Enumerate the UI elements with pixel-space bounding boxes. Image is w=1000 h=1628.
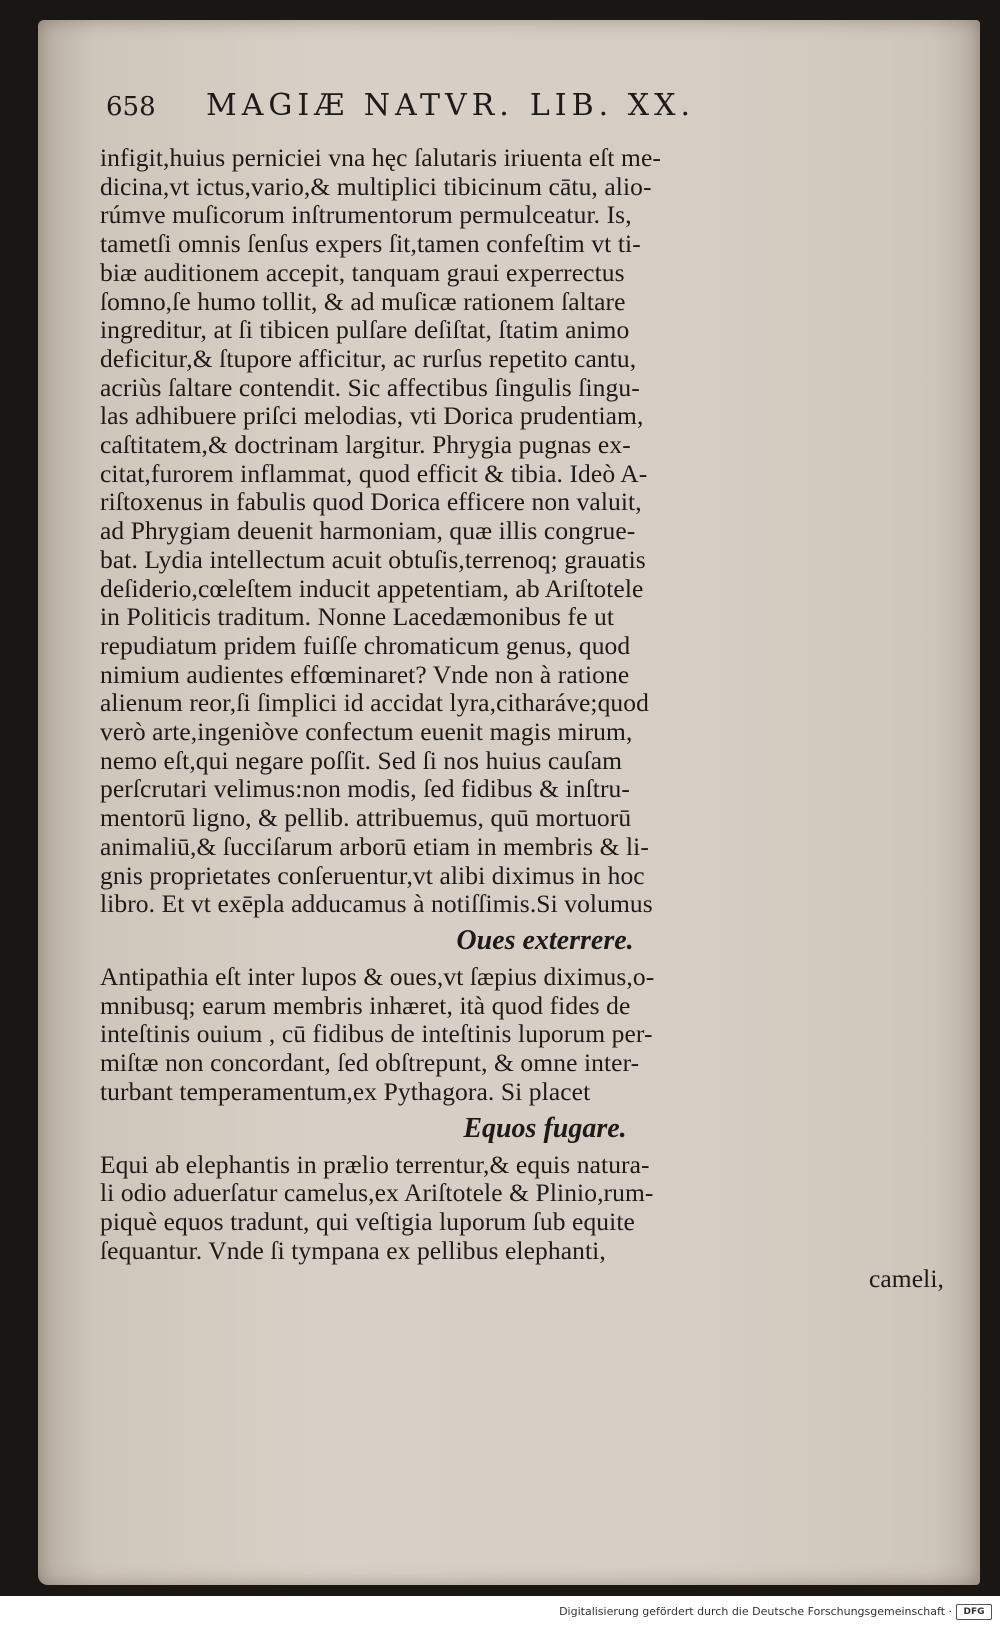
section-text-equos: [100, 1151, 950, 1295]
page-content: [100, 88, 950, 1294]
funding-credit: Digitalisierung gefördert durch die Deutsche Forschungsgemeinschaft ·: [559, 1605, 952, 1618]
text-line: ad Phrygiam deuenit harmoniam, quæ illis congrue-: [100, 516, 636, 546]
text-line: piquè equos tradunt, qui veſtigia luporum ſub equite: [100, 1206, 635, 1236]
text-line: caſtitatem,& doctrinam largitur. Phrygia pugnas ex-: [100, 430, 631, 460]
main-text: [100, 144, 950, 919]
text-line: dicina,vt ictus,vario,& multiplici tibicinum cātu, alio-: [100, 171, 652, 201]
text-line: las adhibuere priſci melodias, vti Dorica prudentiam,: [100, 401, 644, 431]
running-title: [206, 88, 695, 123]
text-line: deficitur,& ſtupore afficitur, ac rurſus repetito cantu,: [100, 343, 637, 373]
text-line: ingreditur, at ſi tibicen pulſare deſiſtat, ſtatim animo: [100, 315, 630, 345]
text-line: bat. Lydia intellectum acuit obtuſis,terrenoq; grauatis: [100, 544, 646, 574]
text-line: Antipathia eſt inter lupos & oues,vt ſæpius diximus,o-: [100, 961, 655, 991]
section-heading-oues: Oues exterrere.: [456, 924, 634, 956]
section-heading-equos: Equos fugare.: [463, 1112, 627, 1144]
text-line: verò arte,ingeniòve confectum euenit magis mirum,: [100, 717, 633, 747]
text-line: Equi ab elephantis in prælio terrentur,& equis natura-: [100, 1149, 650, 1179]
section-text-oues: [100, 963, 950, 1107]
text-line: ſomno,ſe humo tollit, & ad muſicæ rationem ſaltare: [100, 286, 626, 316]
text-line: li odio aduerſatur camelus,ex Ariſtotele & Plinio,rum-: [100, 1178, 654, 1208]
text-line: nemo eſt,qui negare poſſit. Sed ſi nos huius cauſam: [100, 745, 623, 775]
running-header: [100, 88, 950, 138]
book-page: [38, 20, 980, 1585]
text-line: inteſtinis ouium , cū fidibus de inteſtinis luporum per-: [100, 1019, 653, 1049]
text-line: deſiderio,cœleſtem inducit appetentiam, ab Ariſtotele: [100, 573, 644, 603]
book-number: LIB. XX.: [529, 88, 695, 123]
text-line: infigit,huius perniciei vna hęc ſalutaris iriuenta eſt me-: [100, 143, 661, 172]
text-line: animaliū,& ſucciſarum arborū etiam in membris & li-: [100, 831, 649, 861]
text-line: turbant temperamentum,ex Pythagora. Si placet: [100, 1076, 591, 1106]
text-line: nimium audientes effœminaret? Vnde non à ratione: [100, 659, 630, 689]
footer-bar: [0, 1596, 1000, 1628]
text-line: tametſi omnis ſenſus expers ſit,tamen confeſtim vt ti-: [100, 229, 641, 259]
text-line: mentorū ligno, & pellib. attribuemus, quū mortuorū: [100, 803, 632, 833]
text-line: libro. Et vt exēpla adducamus à notiſſimis.Si volumus: [100, 889, 653, 919]
text-line: gnis proprietates conſeruentur,vt alibi diximus in hoc: [100, 860, 645, 890]
page-number: 658: [106, 92, 156, 122]
text-line: in Politicis traditum. Nonne Lacedæmonibus fe ut: [100, 602, 615, 632]
text-line: alienum reor,ſi ſimplici id accidat lyra,citharáve;quod: [100, 688, 649, 718]
text-line: citat,furorem inflammat, quod efficit & tibia. Ideò A-: [100, 458, 648, 488]
text-line: acriùs ſaltare contendit. Sic affectibus ſingulis ſingu-: [100, 372, 640, 402]
text-line: riſtoxenus in fabulis quod Dorica efficere non valuit,: [100, 487, 642, 517]
text-line: miſtæ non concordant, ſed obſtrepunt, & omne inter-: [100, 1048, 640, 1078]
text-line: mnibusq; earum membris inhæret, ità quod fides de: [100, 990, 631, 1020]
catchword: cameli,: [868, 1264, 944, 1294]
text-line: perſcrutari velimus:non modis, ſed fidibus & inſtru-: [100, 774, 630, 804]
text-line: ſequantur. Vnde ſi tympana ex pellibus elephanti,: [100, 1235, 606, 1265]
text-line: repudiatum pridem fuiſſe chromaticum genus, quod: [100, 630, 631, 660]
text-line: biæ auditionem accepit, tanquam graui experrectus: [100, 257, 625, 287]
running-title-text: MAGIÆ NATVR.: [206, 88, 514, 123]
dfg-logo: DFG: [956, 1604, 992, 1620]
text-line: rúmve muſicorum inſtrumentorum permulceatur. Is,: [100, 200, 632, 230]
